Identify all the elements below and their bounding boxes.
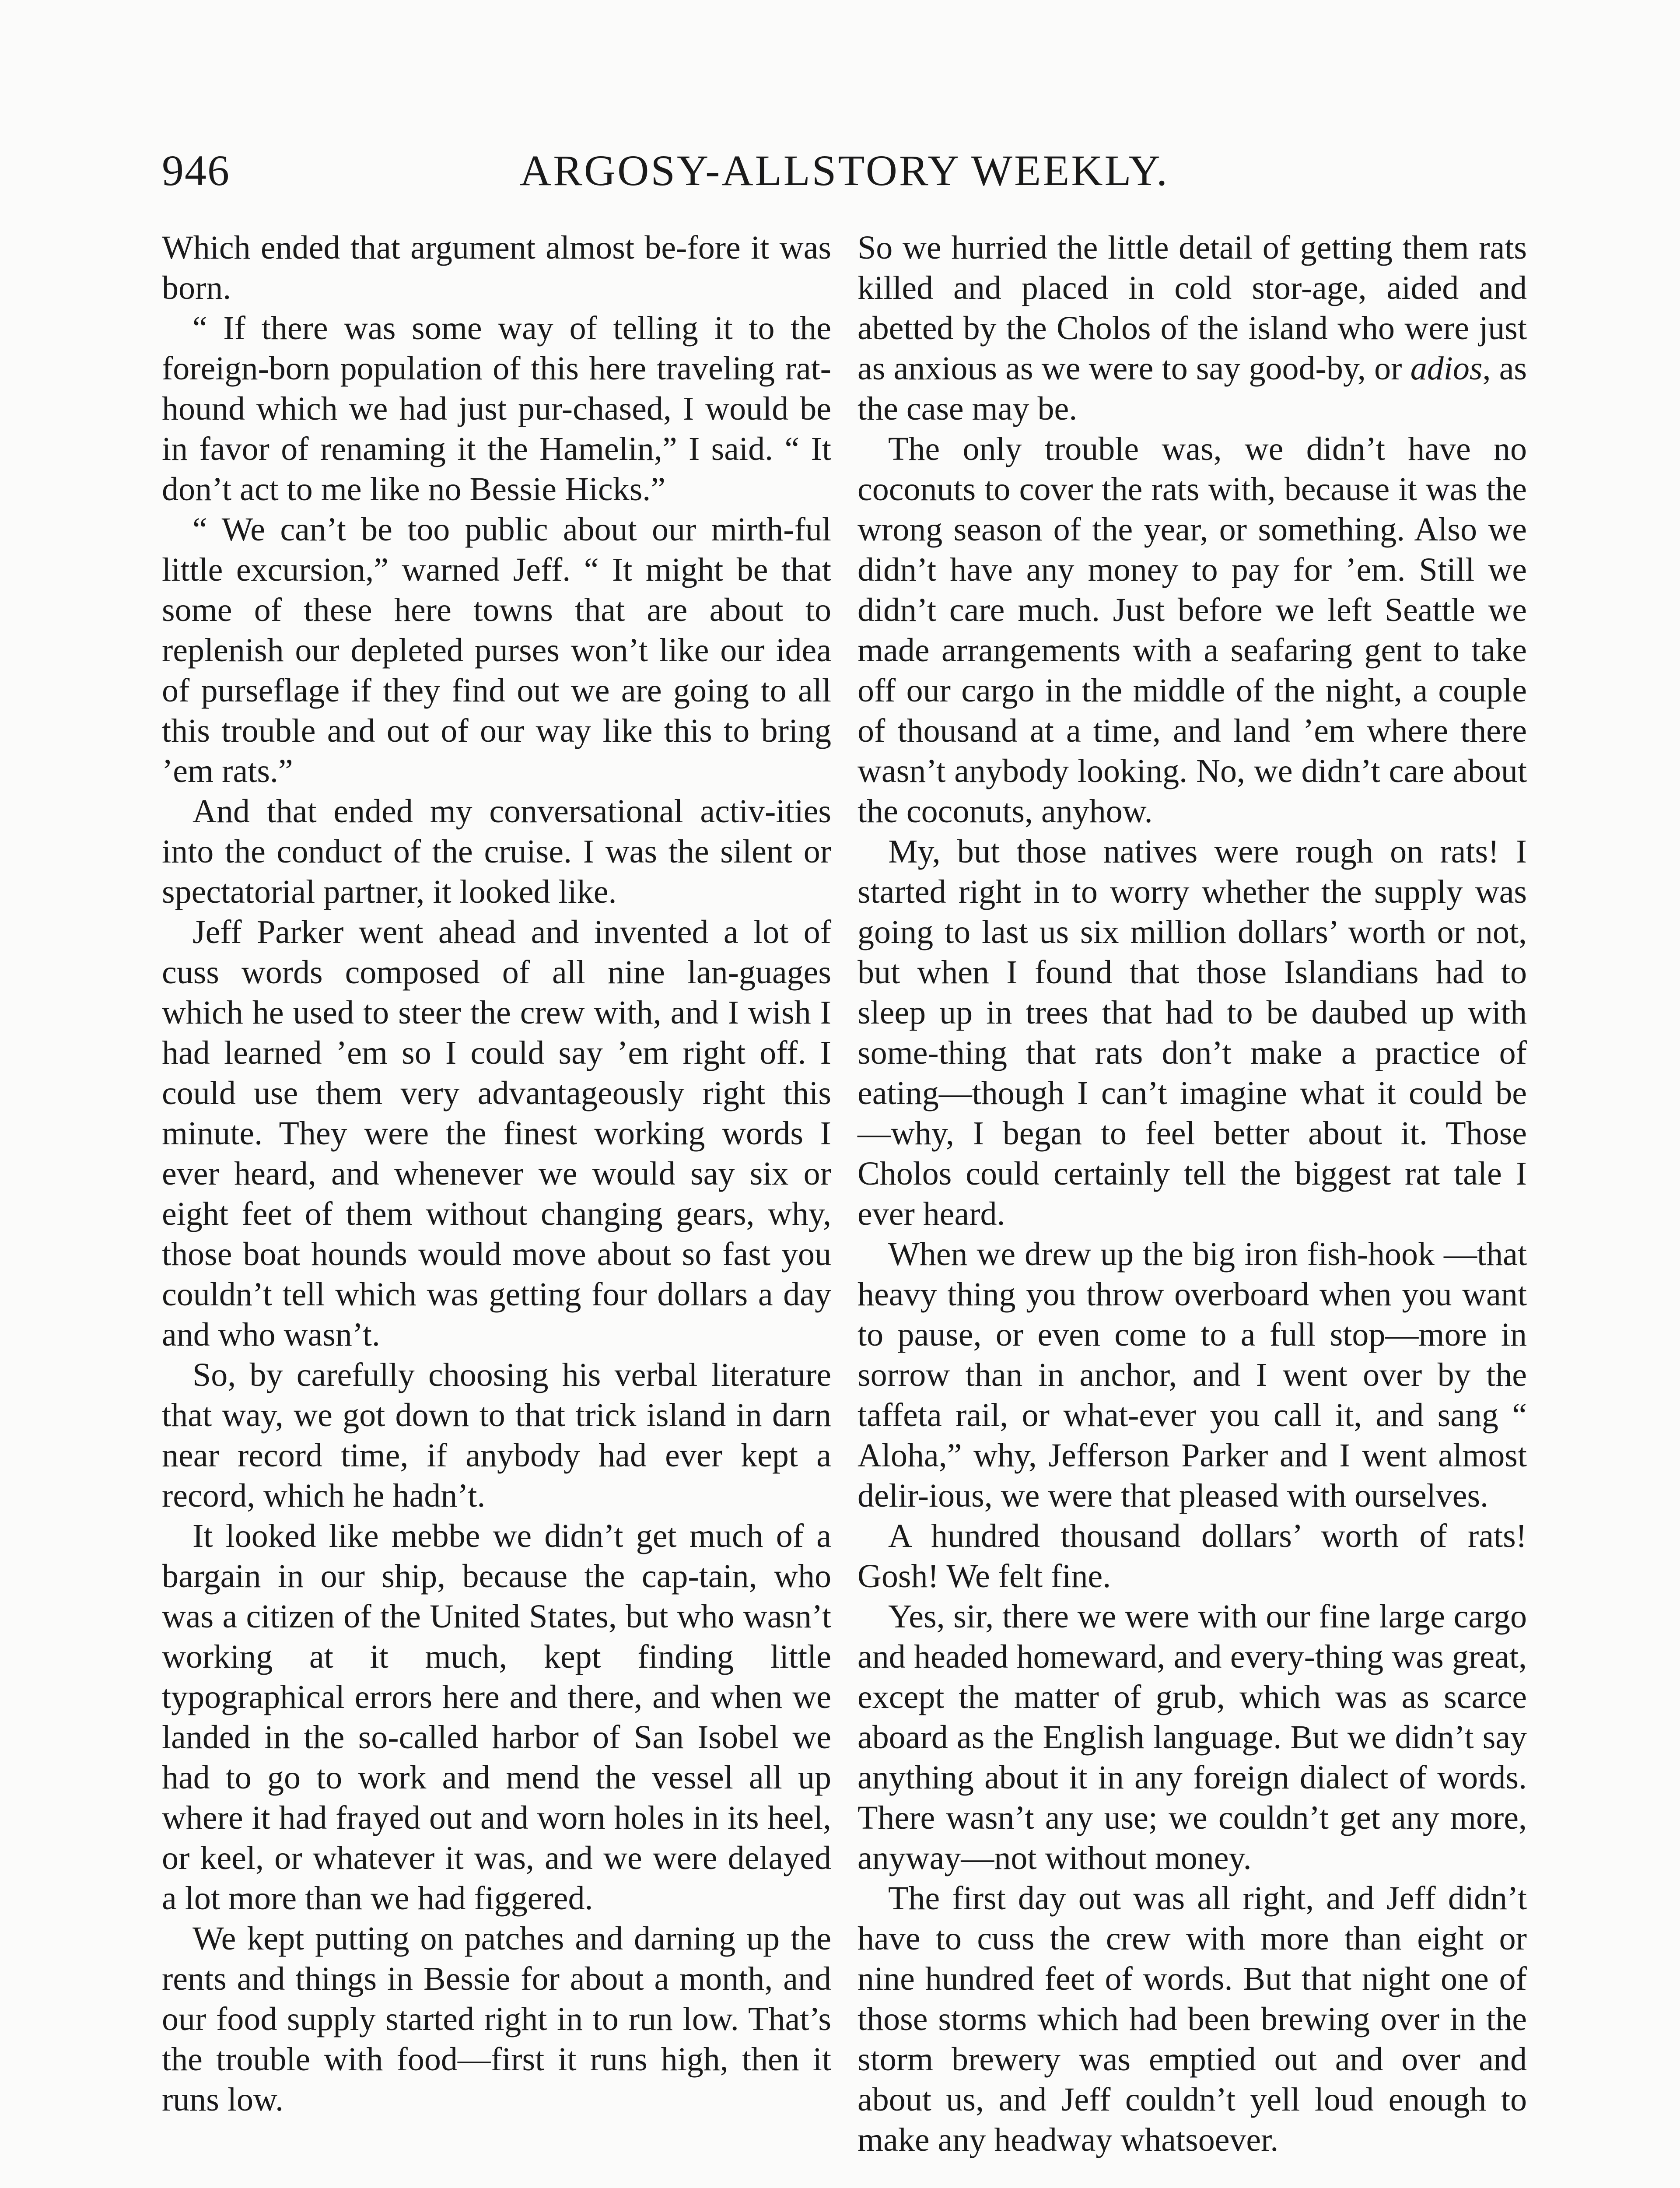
paragraph: We kept putting on patches and darning up the rents and things in Bessie for about a month, and our food supply started right in to run low. That’s the trouble with food—first it runs high, then it runs low. — [162, 1920, 831, 2118]
right-text-column — [858, 228, 1527, 2160]
paragraph-text: , as the case may be. — [858, 350, 1527, 427]
page-header — [162, 140, 1527, 201]
paragraph: Jeff Parker went ahead and invented a lot of cuss words composed of all nine lan-guages which he used to steer the crew with, and I wish I had learned ’em so I could say ’em right off. I could use them very advantageously right this minute. They were the finest working words I ever heard, and whenever we would say six or eight feet of them without changing gears, why, those boat hounds would move about so fast you couldn’t tell which was getting four dollars a day and who wasn’t. — [162, 914, 831, 1353]
left-text-column — [162, 228, 831, 2120]
page-number: 946 — [162, 146, 230, 195]
paragraph-text: So we hurried the little detail of getting them rats killed and placed in cold stor-age, aided and abetted by the Cholos of the island who were just as anxious as we were to say good-by, or — [858, 229, 1527, 387]
paragraph: Yes, sir, there we were with our fine large cargo and headed homeward, and every-thing was great, except the matter of grub, which was as scarce aboard as the English language. But we didn’t say anything about it in any foreign dialect of words. There wasn’t any use; we couldn’t get any more, anyway—not without money. — [858, 1598, 1527, 1876]
paragraph: A hundred thousand dollars’ worth of rats! Gosh! We felt fine. — [858, 1518, 1527, 1595]
paragraph — [858, 228, 1527, 429]
running-head-title: ARGOSY-ALLSTORY WEEKLY. — [520, 146, 1169, 195]
paragraph: Which ended that argument almost be-fore it was born. — [162, 229, 831, 306]
paragraph: “ We can’t be too public about our mirth-ful little excursion,” warned Jeff. “ It might be that some of these here towns that are about to replenish our depleted purses won’t like our idea of purseflage if they find out we are going to all this trouble and out of our way like this to bring ’em rats.” — [162, 511, 831, 789]
paragraph: My, but those natives were rough on rats! I started right in to worry whether the supply was going to last us six million dollars’ worth or not, but when I found that those Islandians had to sleep up in trees that had to be daubed up with some-thing that rats don’t make a practice of eating—though I can’t imagine what it could be—why, I began to feel better about it. Those Cholos could certainly tell the biggest rat tale I ever heard. — [858, 833, 1527, 1232]
paragraph: When we drew up the big iron fish-hook —that heavy thing you throw overboard when you want to pause, or even come to a full stop—more in sorrow than in anchor, and I went over by the taffeta rail, or what-ever you call it, and sang “ Aloha,” why, Jefferson Parker and I went almost delir-ious, we were that pleased with ourselves. — [858, 1236, 1527, 1514]
paragraph: It looked like mebbe we didn’t get much of a bargain in our ship, because the cap-tain, who was a citizen of the United States, but who wasn’t working at it much, kept finding little typographical errors here and there, and when we landed in the so-called harbor of San Isobel we had to go to work and mend the vessel all up where it had frayed out and worn holes in its heel, or keel, or whatever it was, and we were delayed a lot more than we had figgered. — [162, 1518, 831, 1917]
paragraph: And that ended my conversational activ-ities into the conduct of the cruise. I was the silent or spectatorial partner, it looked like. — [162, 793, 831, 910]
paragraph: “ If there was some way of telling it to the foreign-born population of this here traveling rat-hound which we had just pur-chased, I would be in favor of renaming it the Hamelin,” I said. “ It don’t act to me like no Bessie Hicks.” — [162, 310, 831, 508]
paragraph: The only trouble was, we didn’t have no coconuts to cover the rats with, because it was the wrong season of the year, or something. Also we didn’t have any money to pay for ’em. Still we didn’t care much. Just before we left Seattle we made arrangements with a seafaring gent to take off our cargo in the middle of the night, a couple of thousand at a time, and land ’em where there wasn’t anybody looking. No, we didn’t care about the coconuts, anyhow. — [858, 431, 1527, 830]
paragraph: The first day out was all right, and Jeff didn’t have to cuss the crew with more than eight or nine hundred feet of words. But that night one of those storms which had been brewing over in the storm brewery was emptied out and over and about us, and Jeff couldn’t yell loud enough to make any headway whatsoever. — [858, 1880, 1527, 2158]
paragraph: So, by carefully choosing his verbal literature that way, we got down to that trick island in darn near record time, if anybody had ever kept a record, which he hadn’t. — [162, 1357, 831, 1514]
italic-word: adios — [1410, 350, 1483, 387]
